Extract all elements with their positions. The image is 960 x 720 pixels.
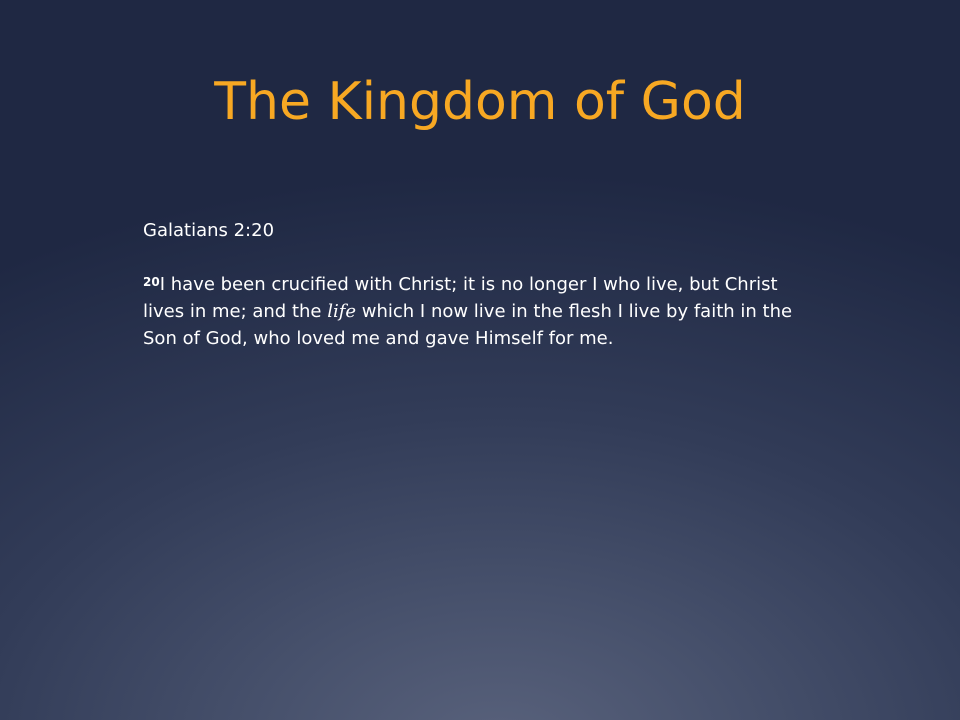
verse-text bbox=[143, 271, 823, 352]
verse-italic-word: life bbox=[327, 301, 357, 322]
slide-body bbox=[143, 217, 823, 352]
slide-title: The Kingdom of God bbox=[214, 72, 746, 132]
verse-text-part-2: which I now live in the flesh I live by faith in the Son of God, who loved me and gave Himself for me. bbox=[143, 301, 793, 349]
verse-text-part-1: I have been crucified with Christ; it is no longer I who live, but Christ lives in me; and the bbox=[143, 274, 778, 322]
scripture-reference: Galatians 2:20 bbox=[143, 220, 275, 241]
verse-number: 20 bbox=[143, 275, 160, 289]
